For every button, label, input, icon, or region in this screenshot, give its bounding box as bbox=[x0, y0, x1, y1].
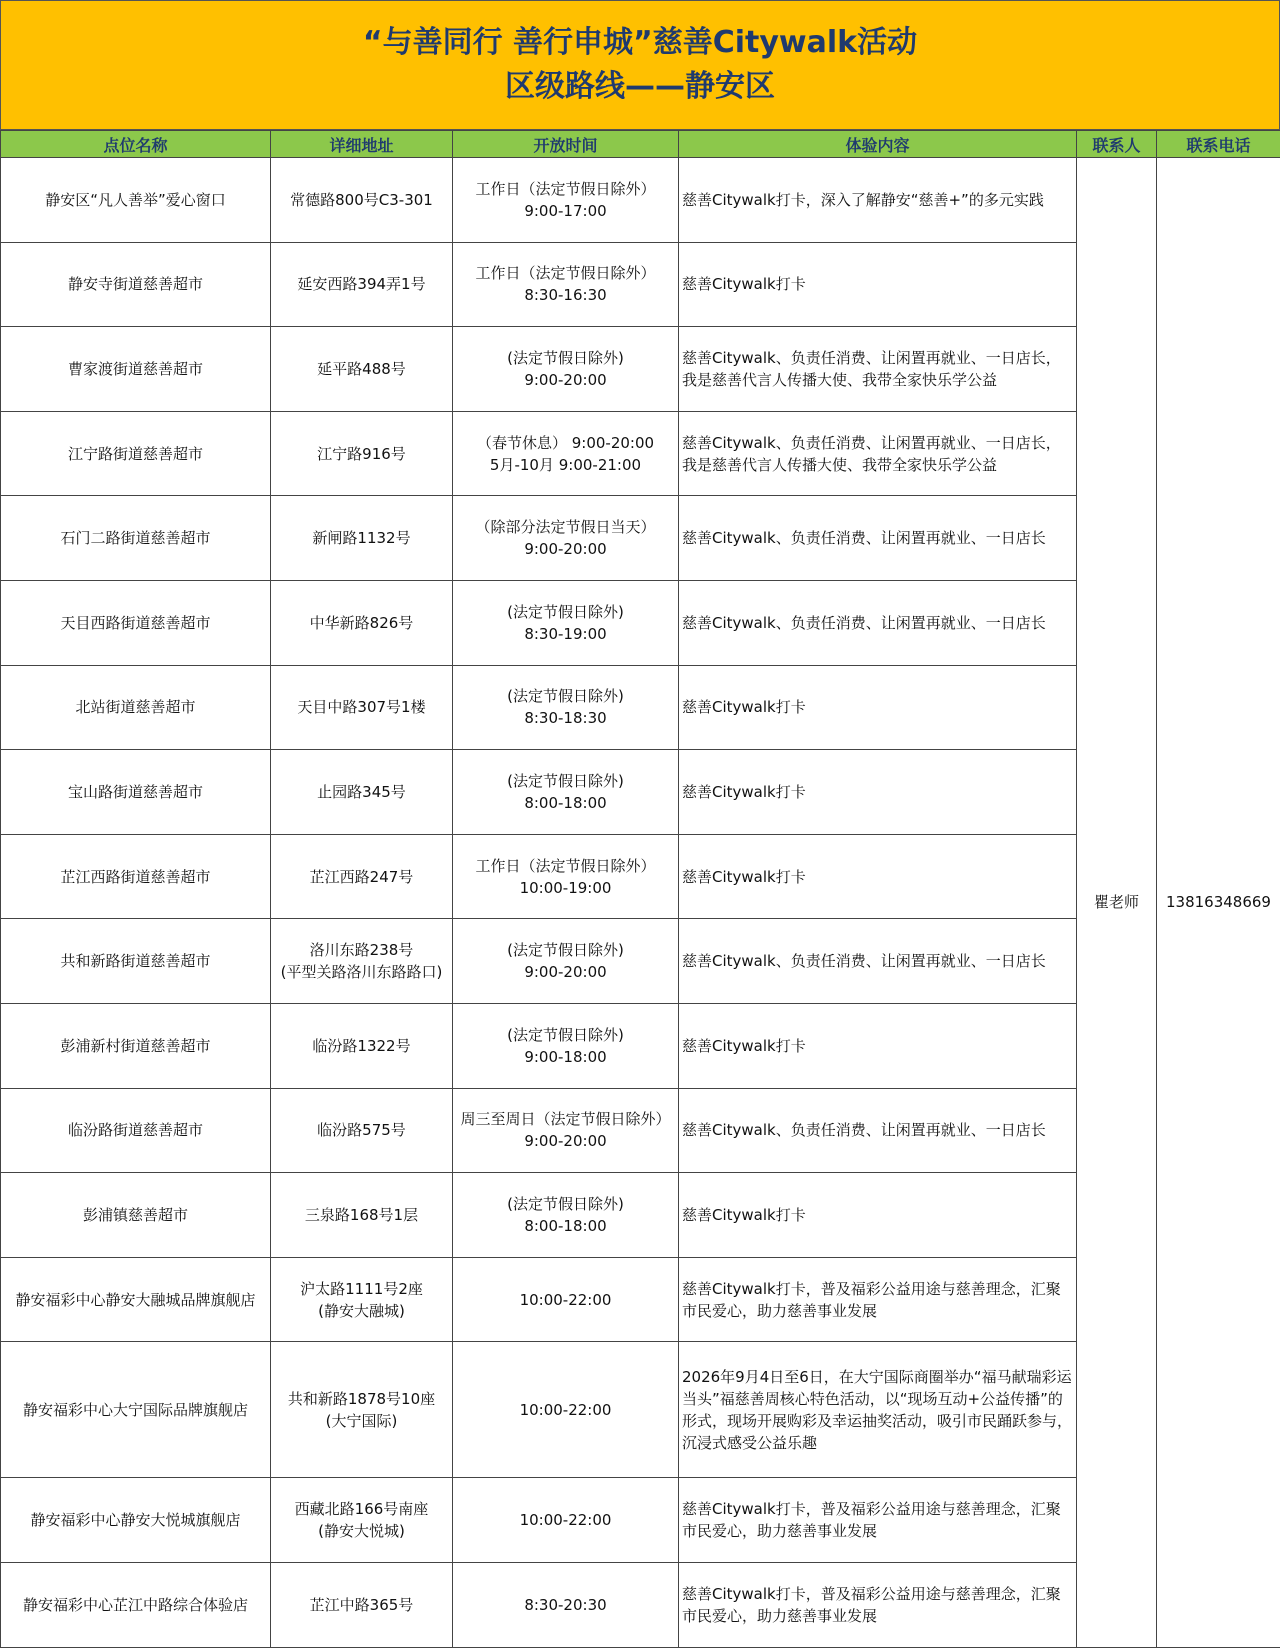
hours-line: 9:00-17:00 bbox=[524, 201, 607, 220]
hours-line: (法定节假日除外) bbox=[507, 687, 624, 706]
address-line: 洛川东路238号 bbox=[309, 941, 414, 960]
title-banner bbox=[0, 0, 1280, 130]
table-row bbox=[1, 158, 1280, 243]
cell-hours bbox=[453, 496, 679, 581]
cell-hours bbox=[453, 665, 679, 750]
cell-name: 石门二路街道慈善超市 bbox=[1, 496, 271, 581]
header-address: 详细地址 bbox=[271, 131, 453, 158]
cell-name: 静安福彩中心静安大融城品牌旗舰店 bbox=[1, 1257, 271, 1342]
cell-content: 慈善Citywalk打卡，普及福彩公益用途与慈善理念，汇聚市民爱心，助力慈善事业发展 bbox=[679, 1478, 1077, 1563]
cell-name: 静安区“凡人善举”爱心窗口 bbox=[1, 158, 271, 243]
cell-name: 彭浦镇慈善超市 bbox=[1, 1173, 271, 1258]
cell-address bbox=[271, 1257, 453, 1342]
address-line: 江宁路916号 bbox=[317, 444, 406, 463]
cell-name: 共和新路街道慈善超市 bbox=[1, 919, 271, 1004]
cell-content: 慈善Citywalk、负责任消费、让闲置再就业、一日店长，我是慈善代言人传播大使、我带全家快乐学公益 bbox=[679, 327, 1077, 412]
cell-name: 静安寺街道慈善超市 bbox=[1, 242, 271, 327]
cell-hours bbox=[453, 411, 679, 496]
cell-content: 慈善Citywalk打卡 bbox=[679, 665, 1077, 750]
cell-address bbox=[271, 834, 453, 919]
hours-line: 8:30-18:30 bbox=[524, 709, 607, 728]
cell-contact: 瞿老师 bbox=[1077, 158, 1157, 1648]
address-line: 芷江西路247号 bbox=[309, 867, 414, 886]
address-line: 芷江中路365号 bbox=[309, 1595, 414, 1614]
cell-content: 慈善Citywalk、负责任消费、让闲置再就业、一日店长 bbox=[679, 1088, 1077, 1173]
cell-name: 曹家渡街道慈善超市 bbox=[1, 327, 271, 412]
cell-hours bbox=[453, 242, 679, 327]
hours-line: (法定节假日除外) bbox=[507, 1025, 624, 1044]
cell-hours bbox=[453, 1088, 679, 1173]
cell-hours bbox=[453, 158, 679, 243]
cell-address bbox=[271, 1342, 453, 1478]
cell-hours bbox=[453, 580, 679, 665]
address-line: (静安大融城) bbox=[318, 1301, 405, 1320]
cell-address bbox=[271, 1003, 453, 1088]
hours-line: 10:00-22:00 bbox=[519, 1400, 612, 1419]
address-line: 临汾路575号 bbox=[317, 1121, 406, 1140]
cell-name: 彭浦新村街道慈善超市 bbox=[1, 1003, 271, 1088]
cell-content: 慈善Citywalk打卡 bbox=[679, 242, 1077, 327]
hours-line: 工作日（法定节假日除外） bbox=[475, 856, 656, 875]
hours-line: 工作日（法定节假日除外） bbox=[475, 179, 656, 198]
cell-address bbox=[271, 1173, 453, 1258]
cell-hours bbox=[453, 1478, 679, 1563]
cell-hours bbox=[453, 834, 679, 919]
address-line: 止园路345号 bbox=[317, 782, 406, 801]
cell-hours bbox=[453, 919, 679, 1004]
cell-name: 临汾路街道慈善超市 bbox=[1, 1088, 271, 1173]
hours-line: 工作日（法定节假日除外） bbox=[475, 264, 656, 283]
cell-content: 慈善Citywalk、负责任消费、让闲置再就业、一日店长 bbox=[679, 496, 1077, 581]
cell-content: 慈善Citywalk打卡 bbox=[679, 1003, 1077, 1088]
cell-hours bbox=[453, 750, 679, 835]
hours-line: 9:00-20:00 bbox=[524, 963, 607, 982]
address-line: 中华新路826号 bbox=[309, 613, 414, 632]
hours-line: 8:30-16:30 bbox=[524, 286, 607, 305]
cell-hours bbox=[453, 1562, 679, 1647]
cell-name: 静安福彩中心芷江中路综合体验店 bbox=[1, 1562, 271, 1647]
cell-address bbox=[271, 1088, 453, 1173]
address-line: 临汾路1322号 bbox=[312, 1036, 411, 1055]
cell-content: 慈善Citywalk打卡 bbox=[679, 834, 1077, 919]
cell-content: 慈善Citywalk打卡，普及福彩公益用途与慈善理念，汇聚市民爱心，助力慈善事业发展 bbox=[679, 1562, 1077, 1647]
cell-content: 慈善Citywalk、负责任消费、让闲置再就业、一日店长，我是慈善代言人传播大使、我带全家快乐学公益 bbox=[679, 411, 1077, 496]
cell-name: 芷江西路街道慈善超市 bbox=[1, 834, 271, 919]
hours-line: (法定节假日除外) bbox=[507, 1194, 624, 1213]
address-line: 共和新路1878号10座 bbox=[287, 1389, 436, 1408]
cell-hours bbox=[453, 1173, 679, 1258]
hours-line: 9:00-18:00 bbox=[524, 1047, 607, 1066]
cell-content: 2026年9月4日至6日，在大宁国际商圈举办“福马献瑞彩运当头”福慈善周核心特色活动，以“现场互动+公益传播”的形式，现场开展购彩及幸运抽奖活动，吸引市民踊跃参与，沉浸式感受公益乐趣 bbox=[679, 1342, 1077, 1478]
cell-content: 慈善Citywalk、负责任消费、让闲置再就业、一日店长 bbox=[679, 919, 1077, 1004]
route-table bbox=[0, 130, 1280, 1648]
title-line-1: “与善同行 善行申城”慈善Citywalk活动 bbox=[362, 25, 918, 60]
address-line: 沪太路1111号2座 bbox=[300, 1279, 423, 1298]
hours-line: 9:00-20:00 bbox=[524, 370, 607, 389]
hours-line: (法定节假日除外) bbox=[507, 771, 624, 790]
hours-line: 8:30-19:00 bbox=[524, 624, 607, 643]
title-line-2: 区级路线——静安区 bbox=[505, 69, 775, 104]
cell-content: 慈善Citywalk、负责任消费、让闲置再就业、一日店长 bbox=[679, 580, 1077, 665]
cell-hours bbox=[453, 327, 679, 412]
cell-content: 慈善Citywalk打卡 bbox=[679, 750, 1077, 835]
cell-address bbox=[271, 496, 453, 581]
hours-line: 10:00-22:00 bbox=[519, 1511, 612, 1530]
cell-content: 慈善Citywalk打卡，深入了解静安“慈善+”的多元实践 bbox=[679, 158, 1077, 243]
hours-line: 9:00-20:00 bbox=[524, 1132, 607, 1151]
address-line: (静安大悦城) bbox=[318, 1522, 405, 1541]
header-phone: 联系电话 bbox=[1157, 131, 1280, 158]
cell-name: 宝山路街道慈善超市 bbox=[1, 750, 271, 835]
header-content: 体验内容 bbox=[679, 131, 1077, 158]
cell-hours bbox=[453, 1003, 679, 1088]
address-line: (平型关路洛川东路路口) bbox=[280, 963, 443, 982]
cell-address bbox=[271, 242, 453, 327]
header-name: 点位名称 bbox=[1, 131, 271, 158]
cell-name: 北站街道慈善超市 bbox=[1, 665, 271, 750]
hours-line: 10:00-22:00 bbox=[519, 1290, 612, 1309]
hours-line: (法定节假日除外) bbox=[507, 941, 624, 960]
cell-address bbox=[271, 750, 453, 835]
address-line: 天目中路307号1楼 bbox=[297, 698, 426, 717]
address-line: 新闸路1132号 bbox=[312, 529, 411, 548]
hours-line: 9:00-20:00 bbox=[524, 540, 607, 559]
hours-line: (法定节假日除外) bbox=[507, 602, 624, 621]
hours-line: 8:00-18:00 bbox=[524, 793, 607, 812]
hours-line: 8:00-18:00 bbox=[524, 1216, 607, 1235]
header-hours: 开放时间 bbox=[453, 131, 679, 158]
cell-address bbox=[271, 919, 453, 1004]
cell-name: 天目西路街道慈善超市 bbox=[1, 580, 271, 665]
cell-name: 静安福彩中心大宁国际品牌旗舰店 bbox=[1, 1342, 271, 1478]
cell-hours bbox=[453, 1257, 679, 1342]
cell-address bbox=[271, 158, 453, 243]
address-line: 三泉路168号1层 bbox=[304, 1205, 419, 1224]
cell-name: 静安福彩中心静安大悦城旗舰店 bbox=[1, 1478, 271, 1563]
address-line: 常德路800号C3-301 bbox=[290, 190, 433, 209]
header-row bbox=[1, 131, 1280, 158]
address-line: 延平路488号 bbox=[317, 359, 406, 378]
cell-content: 慈善Citywalk打卡，普及福彩公益用途与慈善理念，汇聚市民爱心，助力慈善事业发展 bbox=[679, 1257, 1077, 1342]
hours-line: 10:00-19:00 bbox=[519, 878, 612, 897]
cell-address bbox=[271, 411, 453, 496]
cell-hours bbox=[453, 1342, 679, 1478]
hours-line: 周三至周日（法定节假日除外） bbox=[460, 1110, 671, 1129]
cell-name: 江宁路街道慈善超市 bbox=[1, 411, 271, 496]
hours-line: （春节休息） 9:00-20:00 bbox=[476, 433, 655, 452]
header-contact: 联系人 bbox=[1077, 131, 1157, 158]
hours-line: 5月-10月 9:00-21:00 bbox=[489, 455, 642, 474]
hours-line: (法定节假日除外) bbox=[507, 348, 624, 367]
cell-content: 慈善Citywalk打卡 bbox=[679, 1173, 1077, 1258]
cell-address bbox=[271, 665, 453, 750]
address-line: 延安西路394弄1号 bbox=[297, 275, 426, 294]
address-line: 西藏北路166号南座 bbox=[294, 1500, 429, 1519]
hours-line: 8:30-20:30 bbox=[524, 1595, 607, 1614]
address-line: (大宁国际) bbox=[325, 1411, 398, 1430]
cell-address bbox=[271, 580, 453, 665]
cell-phone: 13816348669 bbox=[1157, 158, 1280, 1648]
cell-address bbox=[271, 1562, 453, 1647]
cell-address bbox=[271, 1478, 453, 1563]
cell-address bbox=[271, 327, 453, 412]
hours-line: （除部分法定节假日当天） bbox=[475, 518, 656, 537]
